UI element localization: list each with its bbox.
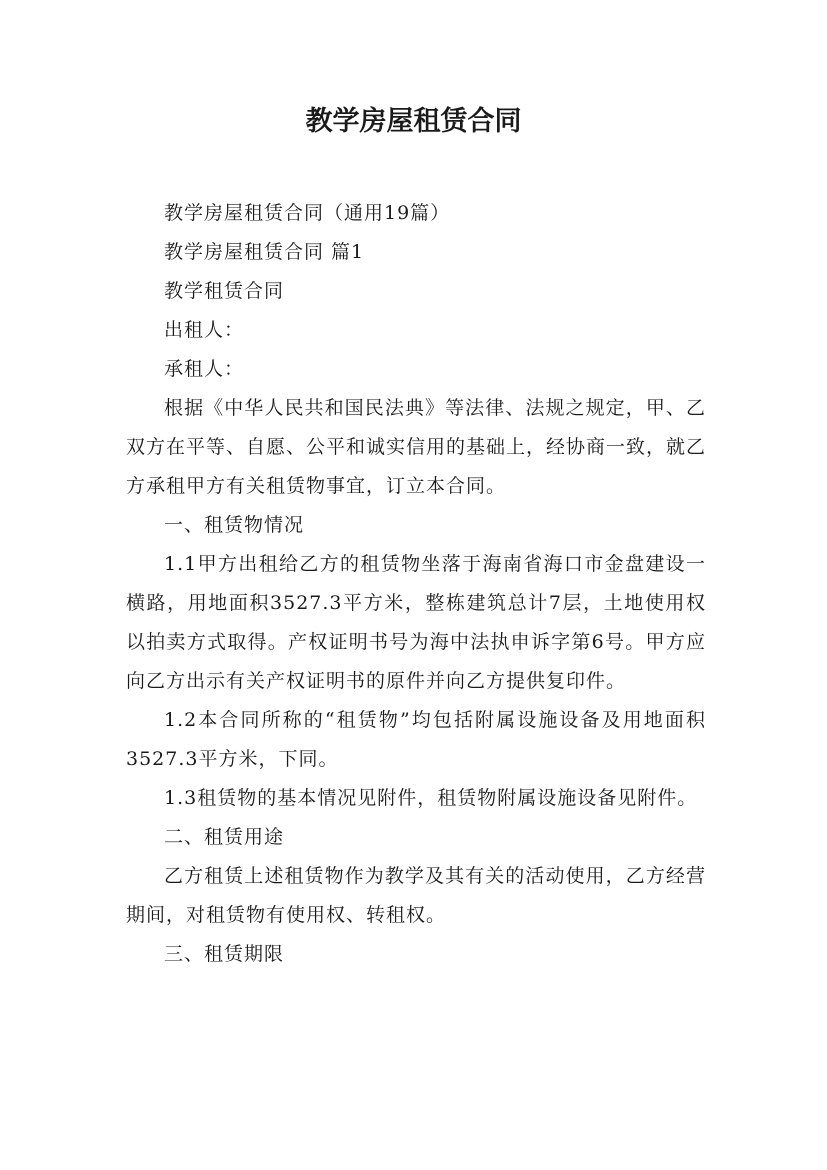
paragraph-clause-1-2: 1.2本合同所称的“租赁物”均包括附属设施设备及用地面积3527.3平方米，下同。 <box>126 709 706 770</box>
paragraph-contract-name: 教学租赁合同 <box>164 280 285 302</box>
paragraph-clause-1-3: 1.3租赁物的基本情况见附件，租赁物附属设施设备见附件。 <box>164 787 698 809</box>
paragraph-clause-1-1: 1.1甲方出租给乙方的租赁物坐落于海南省海口市金盘建设一横路，用地面积3527.3平方米，整栋建筑总计7层，土地使用权以拍卖方式取得。产权证明书号为海中法执申诉字第6号。甲方应向乙方出示有关产权证明书的原件并向乙方提供复印件。 <box>126 553 706 692</box>
paragraph-preamble: 根据《中华人民共和国民法典》等法律、法规之规定，甲、乙双方在平等、自愿、公平和诚实信用的基础上，经协商一致，就乙方承租甲方有关租赁物事宜，订立本合同。 <box>126 397 707 497</box>
paragraph-purpose: 乙方租赁上述租赁物作为教学及其有关的活动使用，乙方经营期间，对租赁物有使用权、转租权。 <box>126 865 706 926</box>
document-body <box>126 194 706 974</box>
document-title: 教学房屋租赁合同 <box>305 106 522 137</box>
paragraph-section-heading: 教学房屋租赁合同 篇1 <box>164 241 365 263</box>
paragraph-lessor: 出租人： <box>164 319 245 341</box>
heading-lease-purpose: 二、租赁用途 <box>164 826 285 848</box>
paragraph-subtitle: 教学房屋租赁合同（通用19篇） <box>164 202 451 224</box>
heading-leased-property: 一、租赁物情况 <box>164 514 305 536</box>
heading-lease-term: 三、租赁期限 <box>164 943 285 965</box>
paragraph-lessee: 承租人： <box>164 358 245 380</box>
